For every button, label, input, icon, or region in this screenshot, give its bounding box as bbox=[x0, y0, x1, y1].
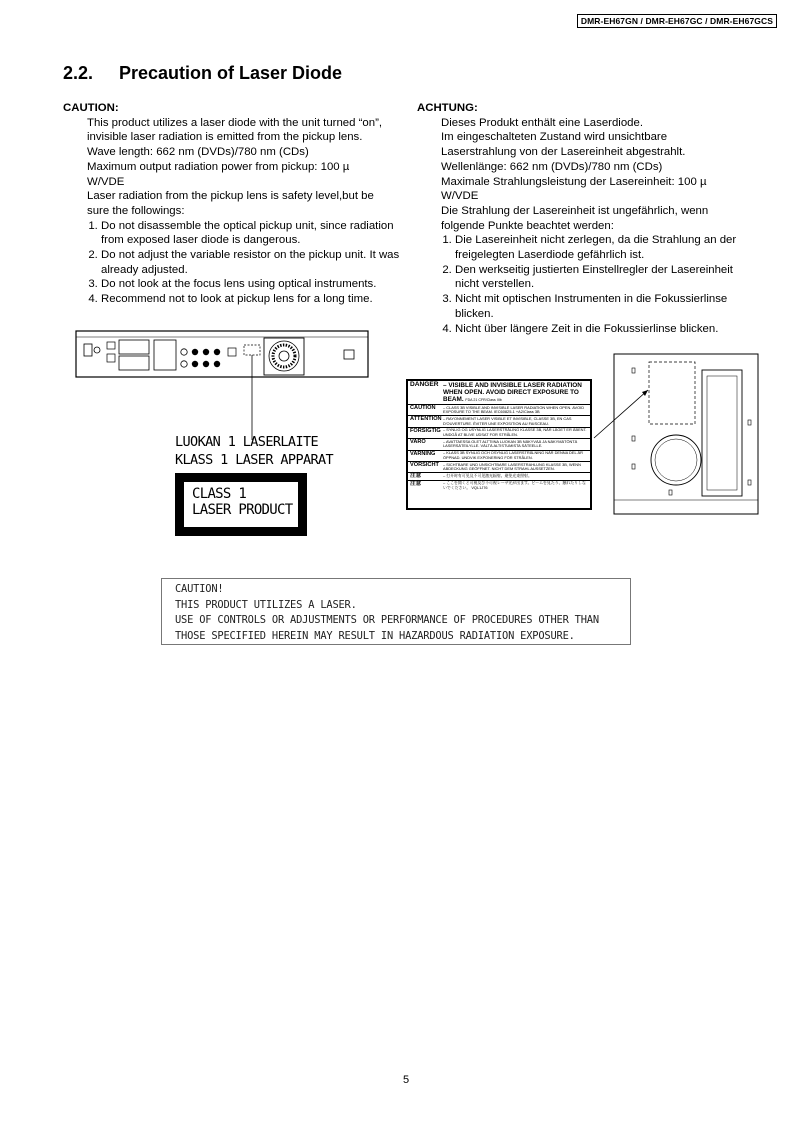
list-item: 3. Nicht mit optischen Instrumenten in die Fokussierlinse blicken. bbox=[455, 292, 747, 321]
caution-line: Wave length: 662 nm (DVDs)/780 nm (CDs) bbox=[87, 146, 309, 159]
warning-row bbox=[408, 439, 590, 450]
section-heading bbox=[63, 63, 342, 84]
laser-caution-box bbox=[161, 578, 631, 645]
class1-label-inner bbox=[184, 482, 298, 527]
caution-box-line: THIS PRODUCT UTILIZES A LASER. bbox=[175, 598, 357, 611]
warning-note: VQL1J76 bbox=[471, 485, 488, 491]
list-item: 4. Recommend not to look at pickup lens for a long time. bbox=[101, 292, 403, 307]
caution-line: This product utilizes a laser diode with the unit turned “on”, bbox=[87, 116, 383, 129]
warning-key: DANGER bbox=[410, 381, 439, 388]
warning-text-body: – CLASS 3B VISIBLE AND INVISIBLE LASER RADIATION WHEN OPEN. AVOID EXPOSURE TO THE BEAM. bbox=[443, 404, 585, 415]
warning-key: ATTENTION bbox=[410, 416, 442, 423]
warning-text-body: – ここを開くと可視及び不可視レーザ光が出ます。ビームを見たり、触れたりしないでください。 bbox=[443, 480, 586, 491]
page-number: 5 bbox=[403, 1074, 410, 1086]
warning-text bbox=[442, 481, 590, 491]
warning-note: IEC60825-1 +A2/Class 3B bbox=[494, 409, 540, 415]
caution-german bbox=[417, 101, 747, 336]
warning-text: – RAYONNEMENT LASER VISIBLE ET INVISIBLE, CLASSE 3B, EN CAS D'OUVERTURE. ÉVITER UNE EXPOSITION AU FAISCEAU. bbox=[443, 415, 572, 426]
warning-row bbox=[408, 462, 590, 473]
list-item: 3. Do not look at the focus lens using optical instruments. bbox=[101, 277, 403, 292]
caution-line: invisible laser radiation is emitted from the pickup lens. bbox=[87, 131, 363, 144]
warning-key: 注意 bbox=[410, 480, 422, 487]
class1-laser-label bbox=[175, 473, 307, 536]
caution-english bbox=[63, 101, 403, 307]
warning-text: – SYNLIG OG USYNLIG LASERSTRÅLING KLASSE 3B, NÅR LÅGET ER ÅBENT. UNDGÅ AT BLIVE UDSAT FOR STRÅLEN. bbox=[443, 427, 587, 438]
achtung-line: Laserstrahlung von der Lasereinheit abgestrahlt. bbox=[441, 146, 686, 159]
warning-text: – KLASS 3B SYNLIG OCH OSYNLIG LASERSTRÅLNING NÄR DENNA DEL ÄR ÖPPNAD. UNDVIK EXPONERING FÖR STRÅLEN. bbox=[443, 450, 583, 460]
achtung-line: Die Strahlung der Lasereinheit ist ungefährlich, wenn bbox=[441, 204, 709, 217]
warning-row bbox=[408, 451, 590, 462]
warning-row bbox=[408, 416, 590, 427]
caution-body bbox=[63, 116, 403, 219]
warning-text: – AVATTAESSA OLET ALTTIINA LUOKAN 3B NÄKYVÄÄ JA NÄKYMÄTÖNTÄ LASERSÄTEILYLLE. VÄLTÄ ALTISTUMISTA SÄTEELLE. bbox=[443, 438, 578, 449]
model-header: DMR-EH67GN / DMR-EH67GC / DMR-EH67GCS bbox=[577, 14, 777, 28]
caution-list bbox=[63, 219, 403, 307]
warning-key: FORSIGTIG bbox=[410, 427, 441, 434]
laser-product-text: LASER PRODUCT bbox=[192, 502, 293, 518]
warning-text bbox=[442, 381, 590, 404]
caution-line: Maximum output radiation power from pickup: 100 µ bbox=[87, 160, 350, 173]
achtung-list bbox=[417, 233, 747, 336]
list-item: 2. Do not adjust the variable resistor on the pickup unit. It was already adjusted. bbox=[101, 248, 403, 277]
achtung-line: Wellenlänge: 662 nm (DVDs)/780 nm (CDs) bbox=[441, 160, 663, 173]
caution-box-line: CAUTION! bbox=[175, 583, 224, 595]
caution-line: sure the followings: bbox=[87, 204, 185, 217]
warning-text bbox=[442, 405, 590, 415]
section-number: 2.2. bbox=[63, 63, 94, 83]
achtung-line: W/VDE bbox=[441, 190, 479, 203]
list-item: 4. Nicht über längere Zeit in die Fokussierlinse blicken. bbox=[455, 322, 747, 337]
warning-key: 注意 bbox=[410, 473, 422, 480]
achtung-line: Maximale Strahlungsleistung der Lasereinheit: 100 µ bbox=[441, 175, 707, 188]
warning-text: – 打开时有可见及不可见激光辐射。避免光束照射。 bbox=[443, 472, 532, 478]
warning-text-body: – VISIBLE AND INVISIBLE LASER RADIATION WHEN OPEN. AVOID DIRECT EXPOSURE TO BEAM. bbox=[443, 381, 582, 403]
warning-note: FDA 21 CFR/Class IIIb bbox=[465, 397, 502, 402]
warning-key: VARNING bbox=[410, 450, 436, 457]
unit-top-view-illustration bbox=[588, 350, 763, 520]
finnish-laser-label: LUOKAN 1 LASERLAITE bbox=[175, 434, 319, 450]
achtung-line: folgende Punkte beachtet werden: bbox=[441, 219, 614, 232]
section-title: Precaution of Laser Diode bbox=[119, 63, 343, 83]
warning-key: VARO bbox=[410, 439, 426, 446]
caution-box-line: THOSE SPECIFIED HEREIN MAY RESULT IN HAZARDOUS RADIATION EXPOSURE. bbox=[175, 629, 575, 642]
warning-row bbox=[408, 381, 590, 405]
warning-key: VORSICHT bbox=[410, 462, 439, 469]
caution-box-line: USE OF CONTROLS OR ADJUSTMENTS OR PERFORMANCE OF PROCEDURES OTHER THAN bbox=[175, 614, 599, 626]
achtung-body bbox=[417, 116, 747, 234]
swedish-laser-label: KLASS 1 LASER APPARAT bbox=[175, 452, 334, 468]
list-item: 1. Die Lasereinheit nicht zerlegen, da die Strahlung an der freigelegten Laserdiode gefährlich ist. bbox=[455, 233, 747, 262]
achtung-heading: ACHTUNG: bbox=[417, 102, 478, 114]
laser-warning-label bbox=[406, 379, 592, 510]
list-item: 1. Do not disassemble the optical pickup unit, since radiation from exposed laser diode is dangerous. bbox=[101, 219, 403, 248]
warning-key: CAUTION bbox=[410, 405, 436, 411]
class1-text: CLASS 1 bbox=[192, 486, 247, 502]
warning-text: – SICHTBARE UND UNSICHTBARE LASERSTRAHLUNG KLASSE 3B, WENN ABDECKUNG GEÖFFNET. NICHT DEM STRAHL AUSSETZEN. bbox=[443, 461, 581, 472]
caution-heading: CAUTION: bbox=[63, 102, 119, 114]
achtung-line: Dieses Produkt enthält eine Laserdiode. bbox=[441, 116, 643, 129]
warning-row bbox=[408, 405, 590, 416]
achtung-line: Im eingeschalteten Zustand wird unsichtbare bbox=[441, 131, 668, 144]
caution-line: Laser radiation from the pickup lens is safety level,but be bbox=[87, 190, 374, 203]
caution-line: W/VDE bbox=[87, 175, 125, 188]
warning-row bbox=[408, 481, 590, 491]
warning-row bbox=[408, 428, 590, 439]
list-item: 2. Den werkseitig justierten Einstellregler der Lasereinheit nicht verstellen. bbox=[455, 263, 747, 292]
